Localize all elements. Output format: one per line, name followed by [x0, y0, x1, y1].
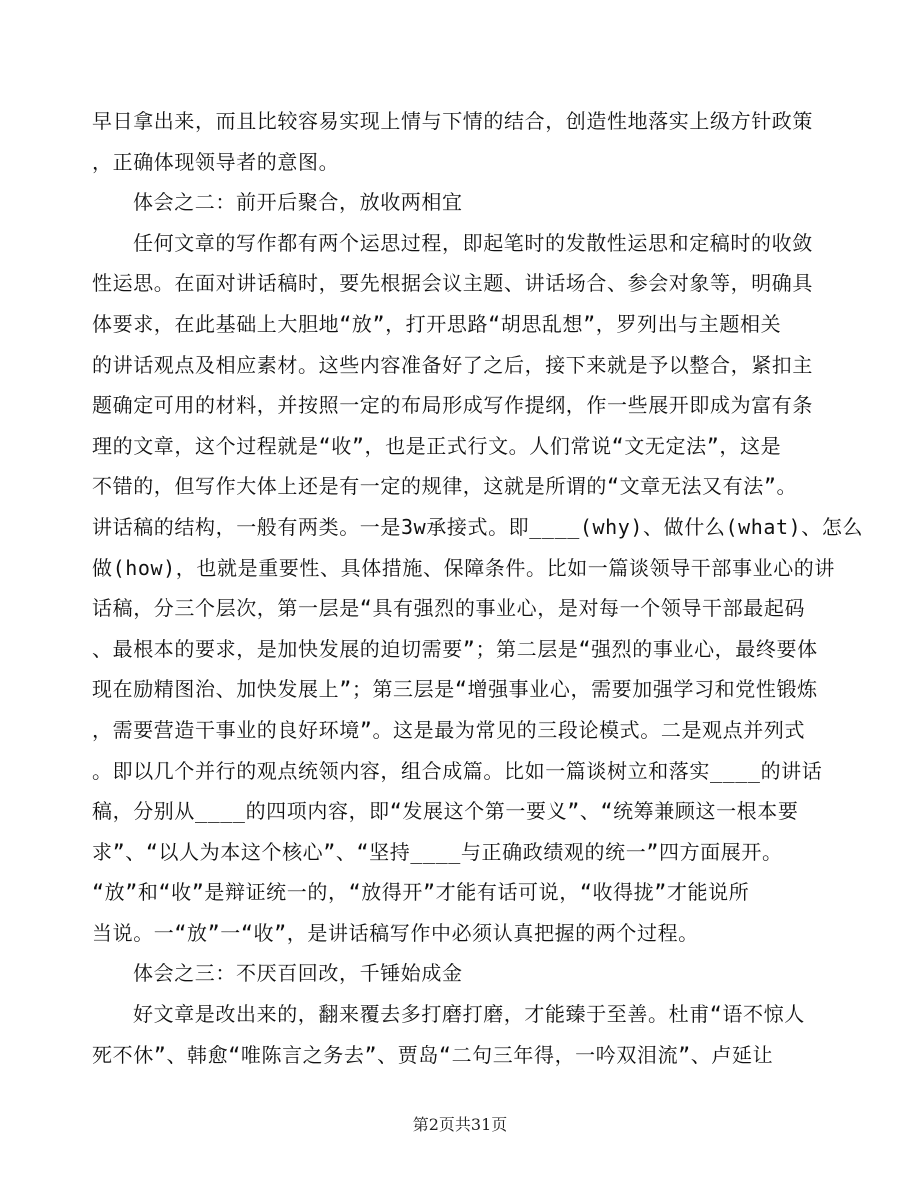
section-heading: 体会之二：前开后聚合，放收两相宜	[133, 190, 463, 215]
text-line: 稿，分别从____的四项内容，即“发展这个第一要义”、“统筹兼顾这一根本要	[92, 799, 799, 824]
section-heading: 体会之三：不厌百回改，千锤始成金	[133, 961, 463, 986]
text-line: 不错的，但写作大体上还是有一定的规律，这就是所谓的“文章无法又有法”。	[92, 474, 798, 499]
text-line: 理的文章，这个过程就是“收”，也是正式行文。人们常说“文无定法”，这是	[92, 433, 782, 458]
text-line: 当说。一“放”一“收”，是讲话稿写作中必须认真把握的两个过程。	[92, 920, 699, 945]
text-line: “放”和“收”是辩证统一的，“放得开”才能有话可说，“收得拢”才能说所	[92, 880, 750, 905]
text-line: 、最根本的要求，是加快发展的迫切需要”；第二层是“强烈的事业心，最终要体	[92, 636, 818, 661]
text-line: 求”、“以人为本这个核心”、“坚持____与正确政绩观的统一”四方面展开。	[92, 839, 783, 864]
text-line: 死不休”、韩愈“唯陈言之务去”、贾岛“二句三年得，一吟双泪流”、卢延让	[92, 1042, 774, 1067]
text-line: ，正确体现领导者的意图。	[92, 149, 340, 174]
text-line: 话稿，分三个层次，第一层是“具有强烈的事业心，是对每一个领导干部最起码	[92, 596, 806, 621]
text-line: 性运思。在面对讲话稿时，要先根据会议主题、讲话场合、参会对象等，明确具	[92, 271, 813, 296]
text-line: 讲话稿的结构，一般有两类。一是3w承接式。即____(why)、做什么(what)、怎么	[92, 514, 864, 539]
text-line: 好文章是改出来的，翻来覆去多打磨打磨，才能臻于至善。杜甫“语不惊人	[133, 1002, 805, 1027]
page-number-footer: 第2页共31页	[412, 1115, 508, 1134]
text-line: 做(how)，也就是重要性、具体措施、保障条件。比如一篇谈领导干部事业心的讲	[92, 555, 836, 580]
text-line: 现在励精图治、加快发展上”；第三层是“增强事业心，需要加强学习和党性锻炼	[92, 677, 818, 702]
text-line: 题确定可用的材料，并按照一定的布局形成写作提纲，作一些展开即成为富有条	[92, 393, 813, 418]
text-line: 的讲话观点及相应素材。这些内容准备好了之后，接下来就是予以整合，紧扣主	[92, 352, 813, 377]
text-line: 早日拿出来，而且比较容易实现上情与下情的结合，创造性地落实上级方针政策	[92, 109, 813, 133]
document-body	[92, 101, 864, 1075]
text-line: 任何文章的写作都有两个运思过程，即起笔时的发散性运思和定稿时的收敛	[133, 230, 813, 255]
text-line: ，需要营造干事业的良好环境”。这是最为常见的三段论模式。二是观点并列式	[92, 717, 806, 742]
text-line: 体要求，在此基础上大胆地“放”，打开思路“胡思乱想”，罗列出与主题相关	[92, 311, 782, 336]
text-line: 。即以几个并行的观点统领内容，组合成篇。比如一篇谈树立和落实____的讲话	[92, 758, 823, 783]
